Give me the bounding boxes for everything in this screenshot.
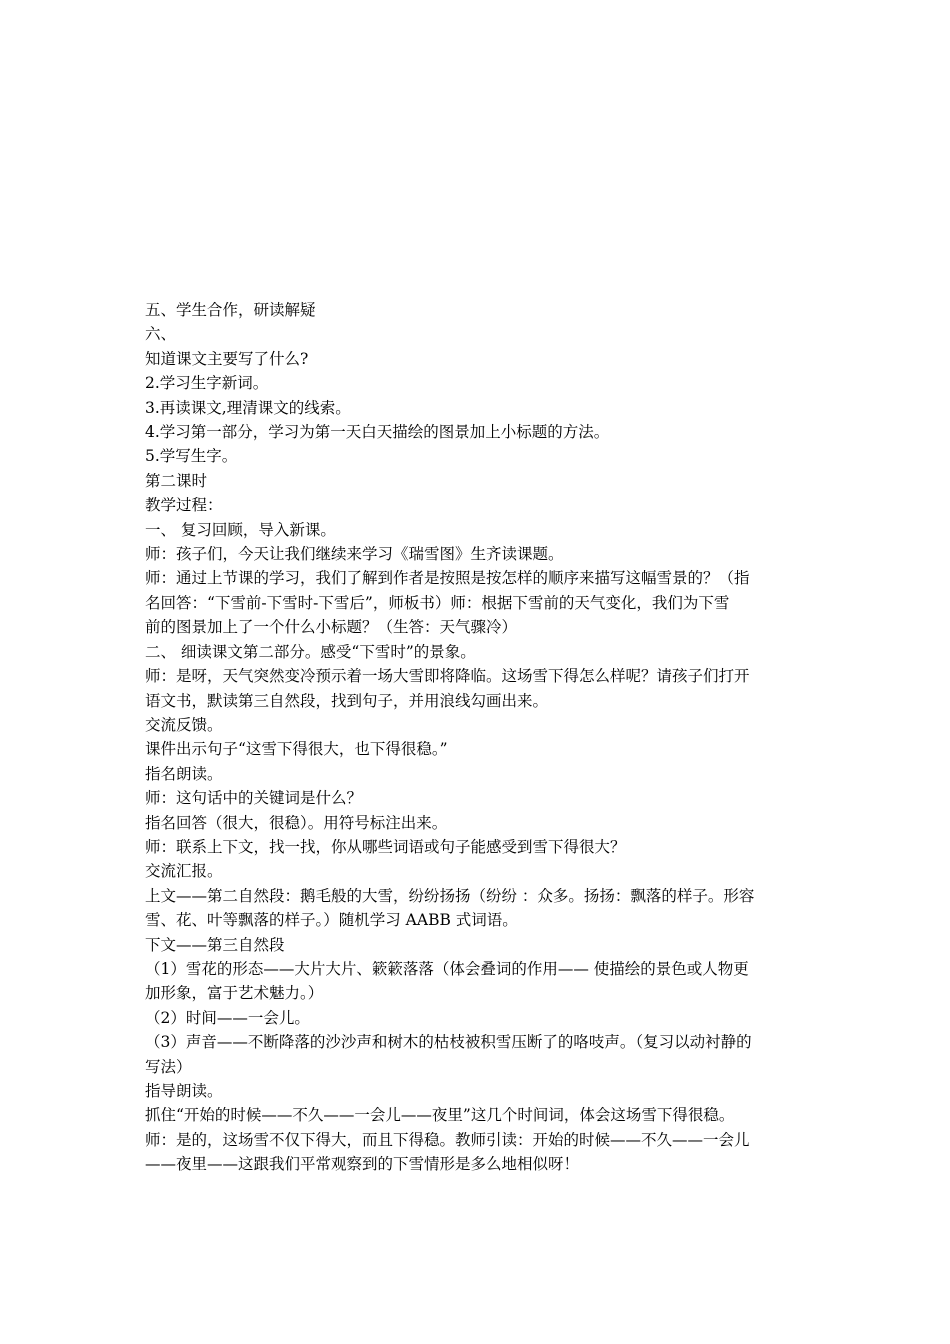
section-heading-6: 六、 [145, 325, 177, 344]
text-line: 语文书，默读第三自然段，找到句子，并用浪线勾画出来。 [145, 691, 549, 710]
text-line: 师：是呀，天气突然变冷预示着一场大雪即将降临。这场雪下得怎么样呢？请孩子们打开 [145, 667, 750, 686]
text-line: 师：这句话中的关键词是什么？ [145, 789, 363, 808]
text-line: 交流反馈。 [145, 715, 223, 734]
text-line: ——夜里——这跟我们平常观察到的下雪情形是多么地相似呀！ [145, 1155, 580, 1174]
process-heading: 教学过程： [145, 496, 223, 515]
section-heading-5: 五、学生合作，研读解疑 [145, 301, 316, 319]
document-body [145, 298, 815, 1177]
text-line: 名回答：“下雪前-下雪时-下雪后”，师板书）师：根据下雪前的天气变化，我们为下雪 [145, 593, 730, 612]
section-heading-2: 二、 细读课文第二部分。感受“下雪时”的景象。 [145, 642, 476, 661]
text-line: 师：联系上下文，找一找，你从哪些词语或句子能感受到雪下得很大？ [145, 837, 626, 856]
list-item: 5.学写生字。 [145, 447, 238, 466]
text-line: 师：孩子们，今天让我们继续来学习《瑞雪图》生齐读课题。 [145, 545, 564, 564]
lesson-heading: 第二课时 [145, 471, 208, 490]
text-line: （2）时间——一会儿。 [145, 1008, 310, 1027]
text-line: 前的图景加上了一个什么小标题？（生答：天气骤冷） [145, 618, 518, 637]
text-line: 指名回答（很大，很稳）。用符号标注出来。 [145, 813, 448, 832]
text-line: 上文——第二自然段：鹅毛般的大雪，纷纷扬扬（纷纷 ：众多。扬扬：飘落的样子。形容 [145, 886, 755, 905]
text-line: 师：是的，这场雪不仅下得大，而且下得稳。教师引读：开始的时候——不久——一会儿 [145, 1130, 750, 1149]
list-item: 4.学习第一部分，学习为第一天白天描绘的图景加上小标题的方法。 [145, 423, 610, 442]
text-line: 课件出示句子“这雪下得很大，也下得很稳。” [145, 740, 448, 759]
text-line: 指导朗读。 [145, 1082, 223, 1100]
text-line: 加形象，富于艺术魅力。） [145, 984, 324, 1003]
text-line: 抓住“开始的时候——不久——一会儿——夜里”这几个时间词，体会这场雪下得很稳。 [145, 1106, 735, 1125]
text-line: （3）声音——不断降落的沙沙声和树木的枯枝被积雪压断了的咯吱声。（复习以动衬静的 [145, 1033, 752, 1052]
text-line: 指名朗读。 [145, 764, 223, 783]
text-line: 雪、花、叶等飘落的样子。）随机学习 AABB 式词语。 [145, 911, 518, 930]
text-line: 下文——第三自然段 [145, 935, 285, 954]
text-line: 交流汇报。 [145, 862, 223, 881]
text-line: （1）雪花的形态——大片大片、簌簌落落（体会叠词的作用—— 使描绘的景色或人物更 [145, 959, 749, 978]
list-item: 2.学习生字新词。 [145, 374, 269, 393]
text-line: 写法） [145, 1057, 192, 1076]
list-item: 3.再读课文,理清课文的线索。 [145, 398, 351, 417]
text-line: 师：通过上节课的学习，我们了解到作者是按照是按怎样的顺序来描写这幅雪景的？（指 [145, 569, 750, 588]
section-heading-1: 一、 复习回顾，导入新课。 [145, 520, 336, 539]
text-line: 知道课文主要写了什么? [145, 349, 309, 368]
